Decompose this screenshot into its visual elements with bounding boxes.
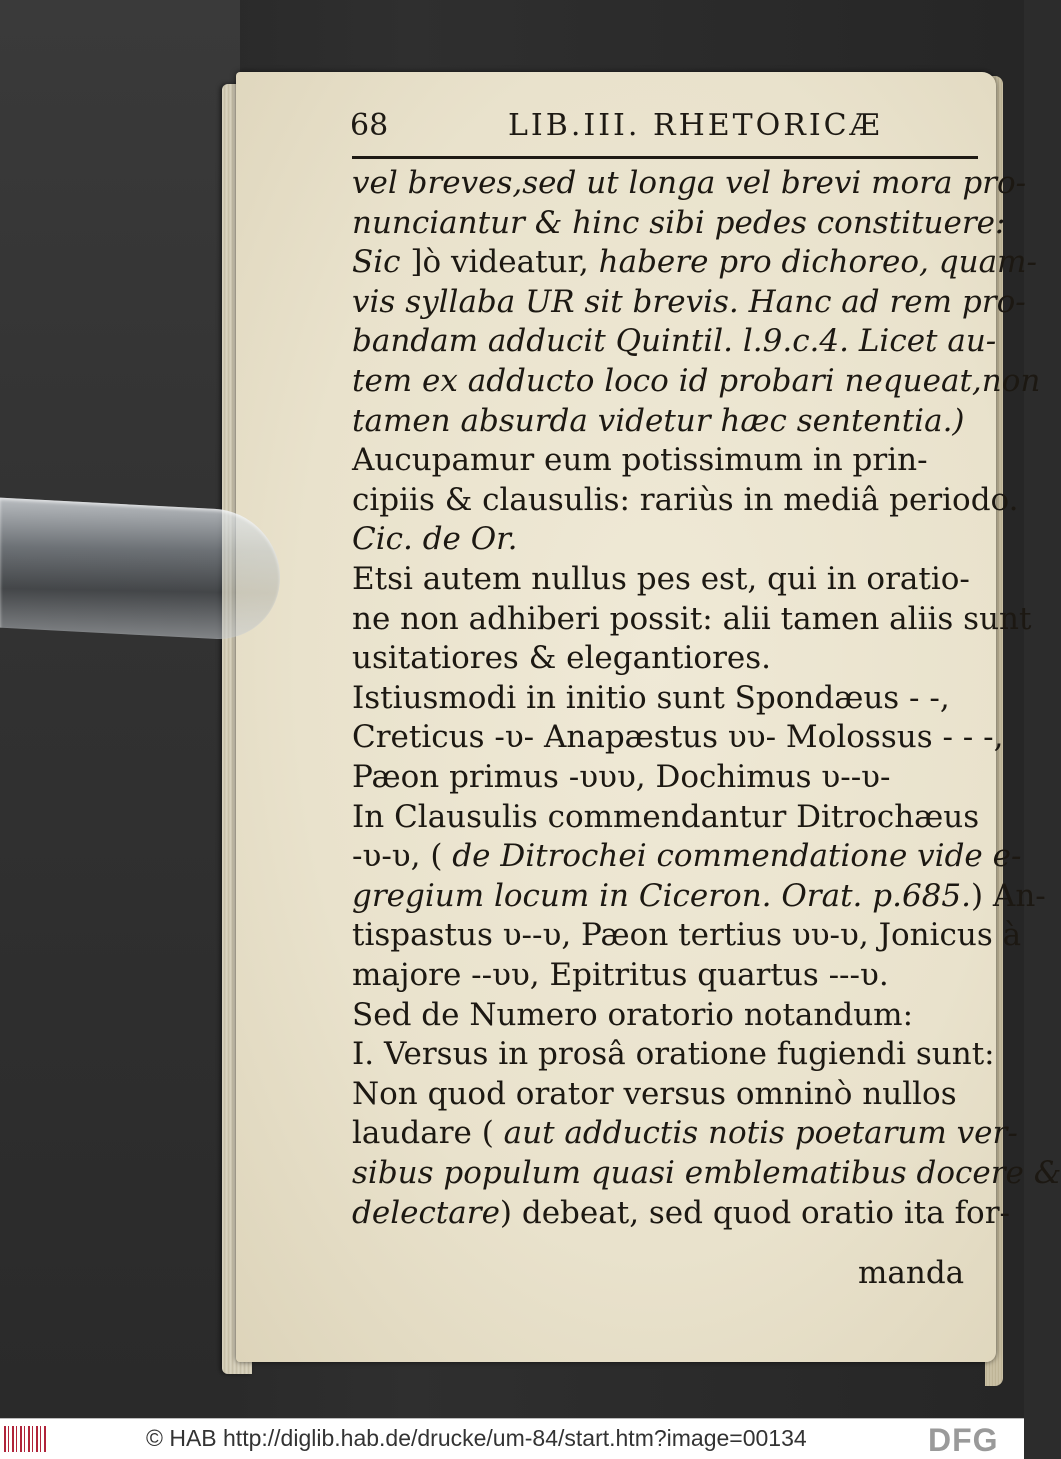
text-line [352,163,1027,203]
text-line [352,717,1004,757]
text-span: vis syllaba UR sit brevis. Hanc ad rem pro- [352,283,1026,320]
text-span: de Ditrochei commendatione vide e- [442,838,1022,875]
text-line [352,638,982,678]
glass-plate-reflection [0,498,280,643]
text-line [352,757,982,797]
source-link[interactable]: © HAB http://diglib.hab.de/drucke/um-84/start.htm?image=00134 [146,1425,807,1451]
footer-bar [0,1418,1024,1459]
text-line [352,1074,982,1114]
text-span: ) An- [970,877,1046,914]
text-span: cipiis & clausulis: rariùs in mediâ periodo. [352,481,1019,518]
text-line [352,480,1019,520]
text-span: Sic [352,244,411,281]
text-span: gregium locum in Ciceron. Orat. p.685. [352,877,971,914]
text-span: ]ò videatur, [410,244,589,281]
text-span: Sed de Numero oratorio notandum: [352,996,914,1033]
text-line [352,1113,1018,1153]
text-line [352,678,982,718]
catchword: manda [858,1255,965,1291]
text-span: Creticus -υ- Anapæstus υυ- Molossus - - -, [352,719,1004,756]
text-line [352,519,982,559]
text-span: bandam adducit Quintil. l.9.c.4. Licet au- [352,323,997,360]
text-span: Cic. de Or. [352,521,518,558]
text-span: Pæon primus -υυυ, Dochimus υ--υ- [352,759,891,795]
text-span: I. Versus in prosâ oratione fugiendi sunt: [352,1036,995,1073]
text-line [352,361,1041,401]
text-line [352,797,982,837]
text-line [352,1193,1011,1233]
text-line [352,440,982,480]
text-span: ) debeat, sed quod oratio ita for- [499,1194,1011,1231]
text-span: vel breves,sed ut longa vel brevi mora pro- [352,165,1027,201]
text-span: tispastus υ--υ, Pæon tertius υυ-υ, Jonicus à [352,917,1022,954]
text-span: Etsi autem nullus pes est, qui in oratio- [352,561,970,597]
text-line [352,915,1022,955]
text-line [352,559,982,599]
text-span: habere pro dichoreo, quam- [588,244,1037,281]
text-span: tamen absurda videtur hæc sententia.) [352,402,965,439]
page-header [350,108,980,148]
text-span: tem ex adducto loco id probari nequeat,non [352,363,1041,399]
text-line [352,876,1046,916]
dfg-logo: DFG [928,1422,999,1458]
background-panel [0,0,240,1418]
text-line [352,599,1032,639]
text-span: delectare [352,1194,500,1231]
text-line [352,1034,995,1074]
barcode-icon [4,1426,48,1452]
text-span: nunciantur & hinc sibi pedes constituere: [352,204,1006,241]
text-line [352,401,982,441]
text-line [352,1153,1061,1193]
text-span: aut adductis notis poetarum ver- [493,1115,1018,1152]
text-line [352,203,1006,243]
text-line [352,955,982,995]
text-span: Non quod orator versus omninò nullos [352,1075,957,1112]
text-span: laudare ( [352,1115,494,1152]
header-rule [352,156,978,159]
text-line [352,282,1026,322]
text-span: Aucupamur eum potissimum in prin- [352,442,928,479]
text-line [352,321,997,361]
text-span: -υ-υ, ( [352,838,443,875]
text-span: sibus populum quasi emblematibus docere & [352,1155,1061,1191]
text-span: usitatiores & elegantiores. [352,640,771,677]
text-span: ne non adhiberi possit: alii tamen aliis sunt [352,600,1032,637]
text-span: In Clausulis commendantur Ditrochæus [352,798,980,835]
text-span: Istiusmodi in initio sunt Spondæus - -, [352,679,950,716]
text-line [352,995,982,1035]
text-line [352,242,1037,282]
text-line [352,836,1022,876]
page-number: 68 [350,108,389,143]
running-head: LIB.III. RHETORICÆ [508,108,883,143]
text-span: majore --υυ, Epitritus quartus ---υ. [352,957,889,993]
